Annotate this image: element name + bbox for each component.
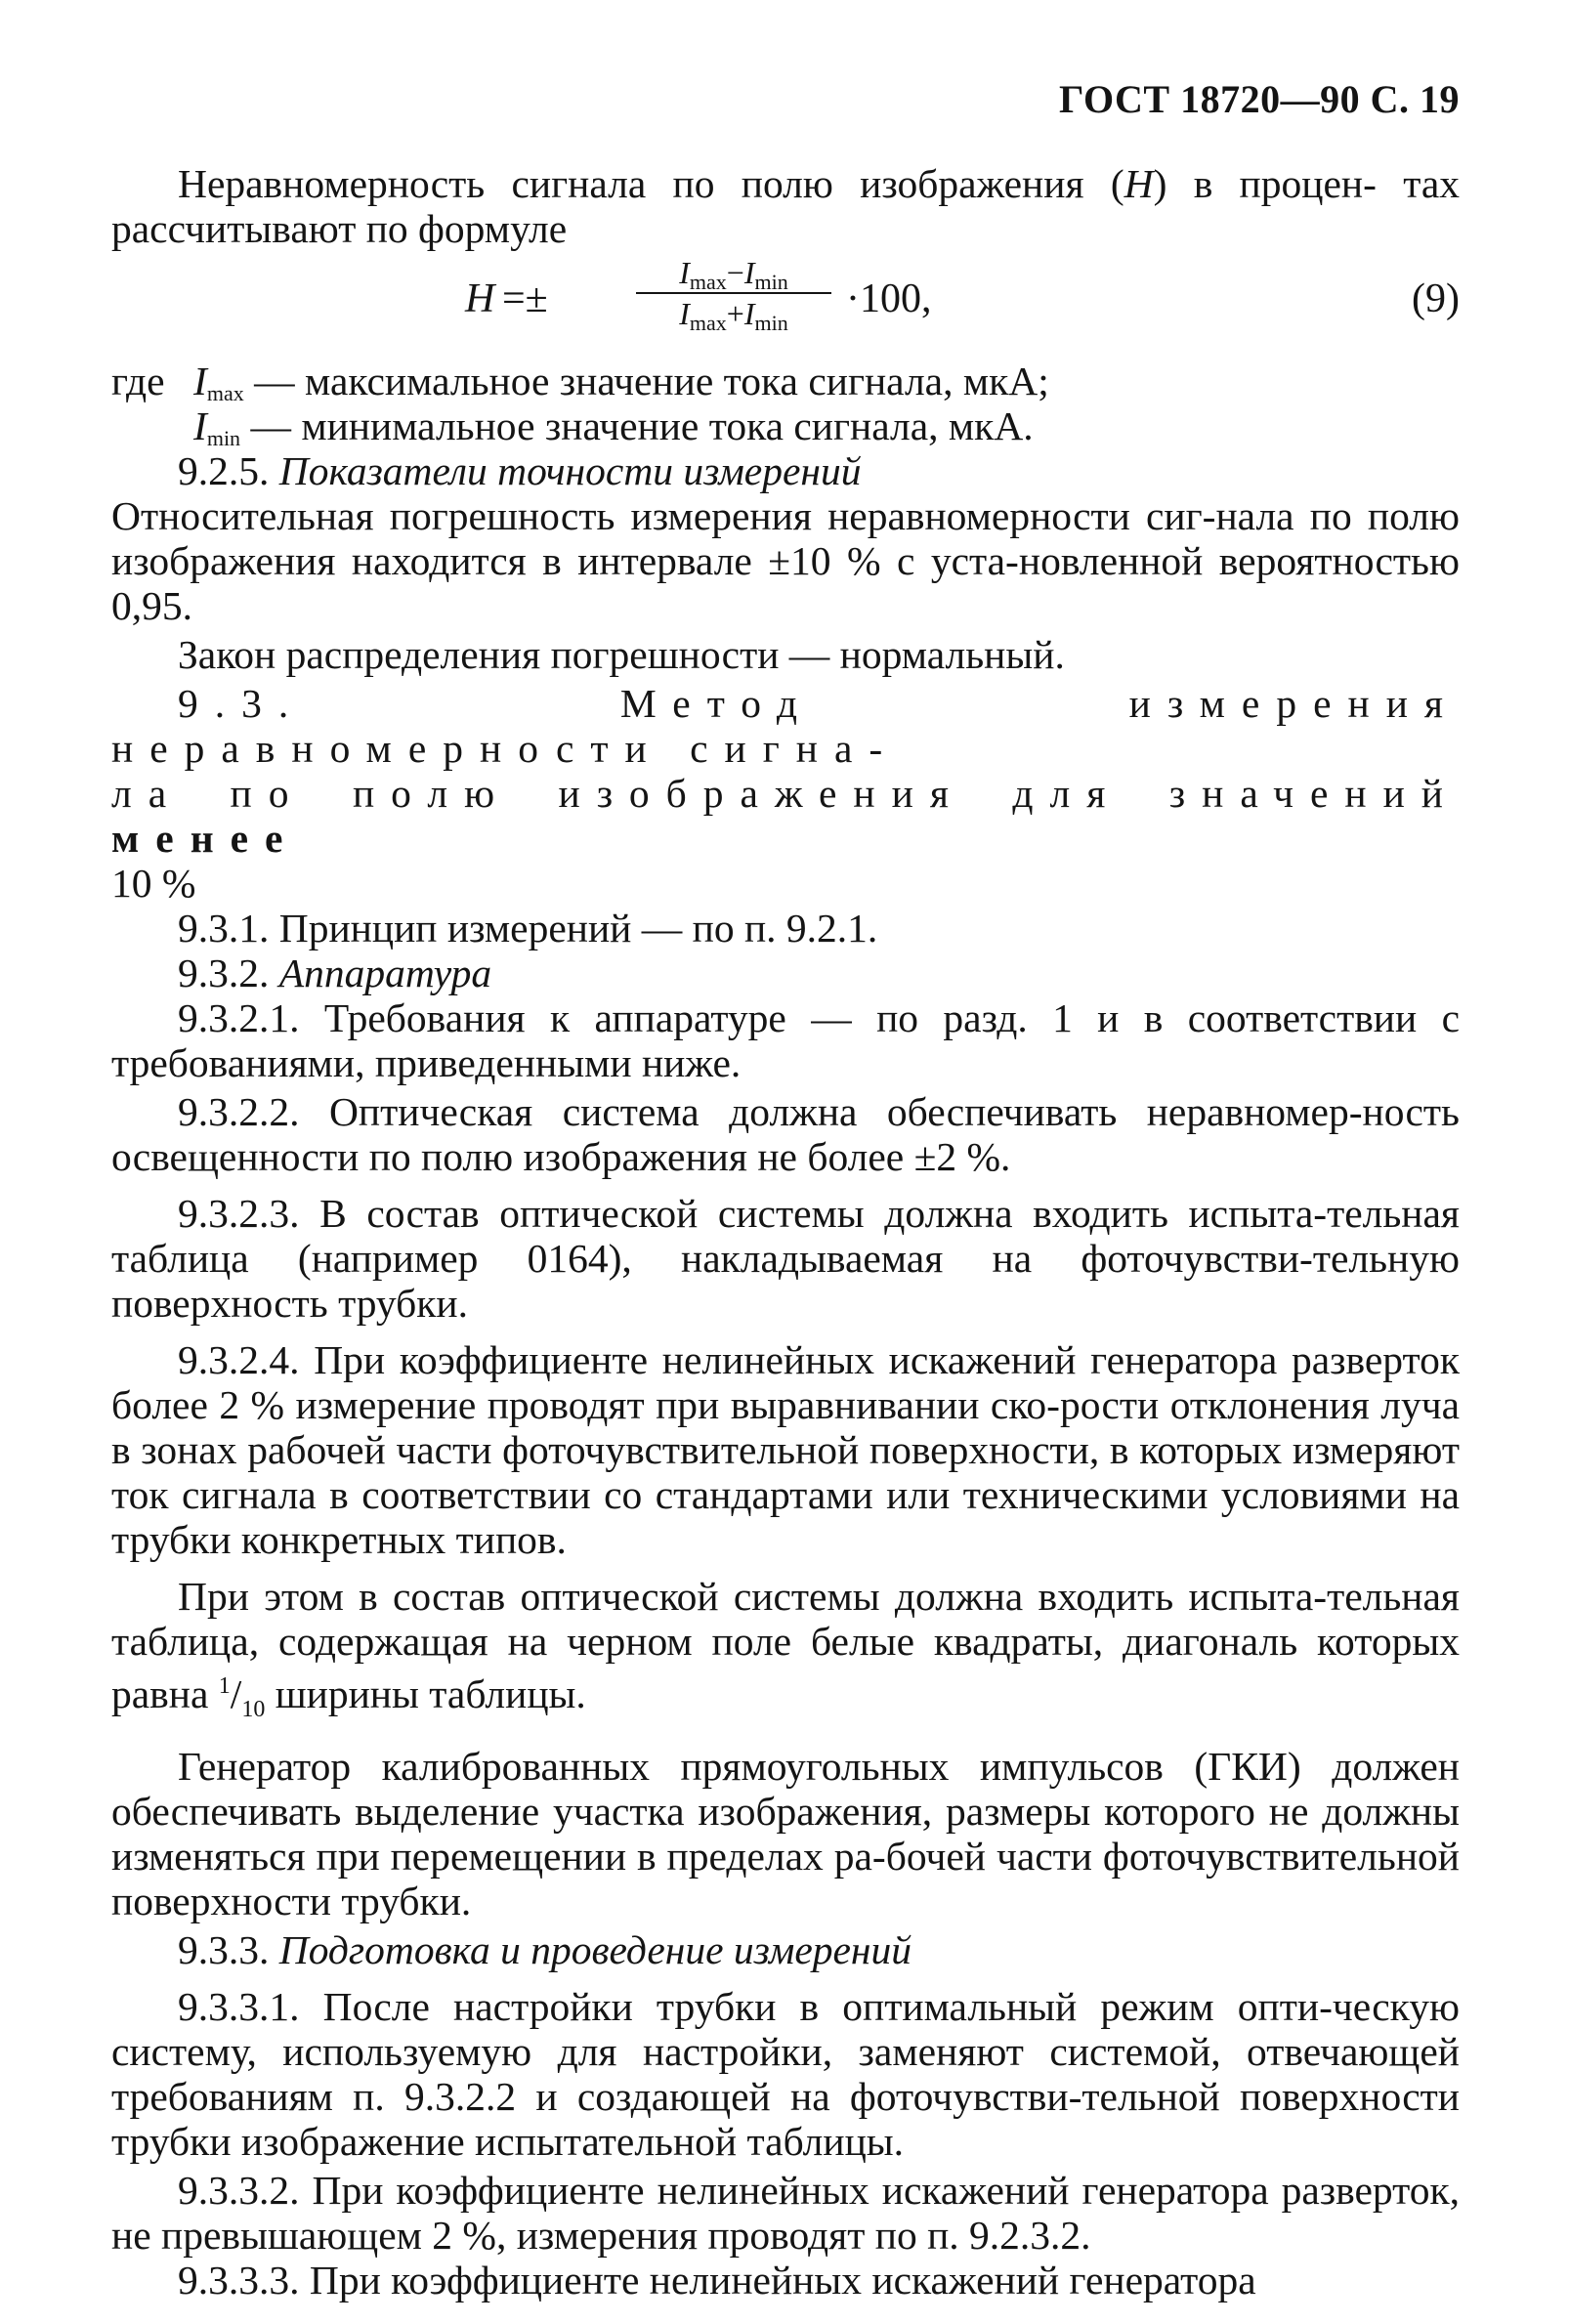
section-9-3-2-3: 9.3.2.3. В состав оптической системы должна входить испыта-тельная таблица (например 0164), накладываемая на фоточувстви-тельную поверхность трубки.	[111, 1191, 1460, 1326]
section-9-3-3-2: 9.3.3.2. При коэффициенте нелинейных искажений генератора разверток, не превышающем 2 %, измерения проводят по п. 9.2.3.2.	[111, 2168, 1460, 2259]
section-9-3-2-2: 9.3.2.2. Оптическая система должна обеспечивать неравномер-ность освещенности по полю изображения не более ±2 %.	[111, 1089, 1460, 1179]
formula-number: (9)	[1412, 276, 1460, 321]
formula-9	[111, 255, 1460, 353]
section-9-3-2-heading: 9.3.2. Аппаратура	[178, 951, 492, 995]
paragraph-accuracy: Относительная погрешность измерения неравномерности сиг-нала по полю изображения находится в интервале ±10 % с уста-новленной вероятностью 0,95.	[111, 493, 1460, 628]
where-item-max: где $I_{max}$ — максимальное значение тока сигнала, мкА;	[111, 359, 1049, 405]
where-item-min: $I_{min}$ — минимальное значение тока сигнала, мкА.	[193, 403, 1034, 450]
section-9-2-5-heading: 9.2.5. Показатели точности измерений	[178, 448, 862, 493]
fraction-bar	[636, 292, 831, 294]
section-9-3-heading-line3: 10 %	[111, 861, 196, 906]
paragraph-pulse-generator: Генератор калиброванных прямоугольных импульсов (ГКИ) должен обеспечивать выделение участка изображения, размеры которого не должны изменяться при перемещении в пределах ра-бочей части фоточувствительной поверхности трубки.	[111, 1744, 1460, 1924]
section-9-3-3-1: 9.3.3.1. После настройки трубки в оптимальный режим опти-ческую систему, используемую для настройки, заменяют системой, отвечающей требованиям п. 9.3.2.2 и создающей на фоточувстви-тельной поверхности трубки изображение испытательной таблицы.	[111, 1984, 1460, 2165]
section-9-3-1: 9.3.1. Принцип измерений — по п. 9.2.1.	[178, 906, 878, 951]
formula-denominator: $I_{max}+I_{min}$	[679, 296, 788, 335]
formula-lhs: H	[465, 276, 495, 321]
document-body	[111, 161, 1460, 2303]
formula-multiplier: ·100,	[846, 276, 932, 321]
formula-equals: =±	[502, 276, 548, 321]
formula-numerator: $I_{max}-I_{min}$	[679, 255, 788, 294]
section-9-3-heading-line1: 9.3. Метод измерения неравномерности сигна-	[111, 681, 1460, 771]
section-9-3-2-1: 9.3.2.1. Требования к аппаратуре — по разд. 1 и в соответствии с требованиями, приведенными ниже.	[111, 995, 1460, 1085]
paragraph-nonuniformity-intro: Неравномерность сигнала по полю изображения (H) в процен- тах рассчитывают по формуле	[111, 161, 1460, 251]
section-9-3-heading-line2: ла по полю изображения для значений менее	[111, 771, 1460, 861]
formula-fraction	[636, 255, 831, 335]
page-header: ГОСТ 18720—90 С. 19	[1058, 77, 1460, 121]
section-9-3-2-4: 9.3.2.4. При коэффициенте нелинейных искажений генератора разверток более 2 % измерение проводят при выравнивании ско-рости отклонения луча в зонах рабочей части фоточувствительной поверхности, в которых измеряют ток сигнала в соответствии со стандартами или техническими условиями на трубки конкретных типов.	[111, 1337, 1460, 1562]
paragraph-error-law: Закон распределения погрешности — нормальный.	[178, 632, 1065, 677]
section-9-3-3-heading: 9.3.3. Подготовка и проведение измерений	[178, 1927, 912, 1973]
section-9-3-3-3: 9.3.3.3. При коэффициенте нелинейных искажений генератора	[178, 2258, 1256, 2303]
paragraph-test-table: При этом в состав оптической системы должна входить испыта-тельная таблица, содержащая на черном поле белые квадраты, диагональ которых равна $^1/_{10}$ ширины таблицы.	[111, 1574, 1460, 1723]
